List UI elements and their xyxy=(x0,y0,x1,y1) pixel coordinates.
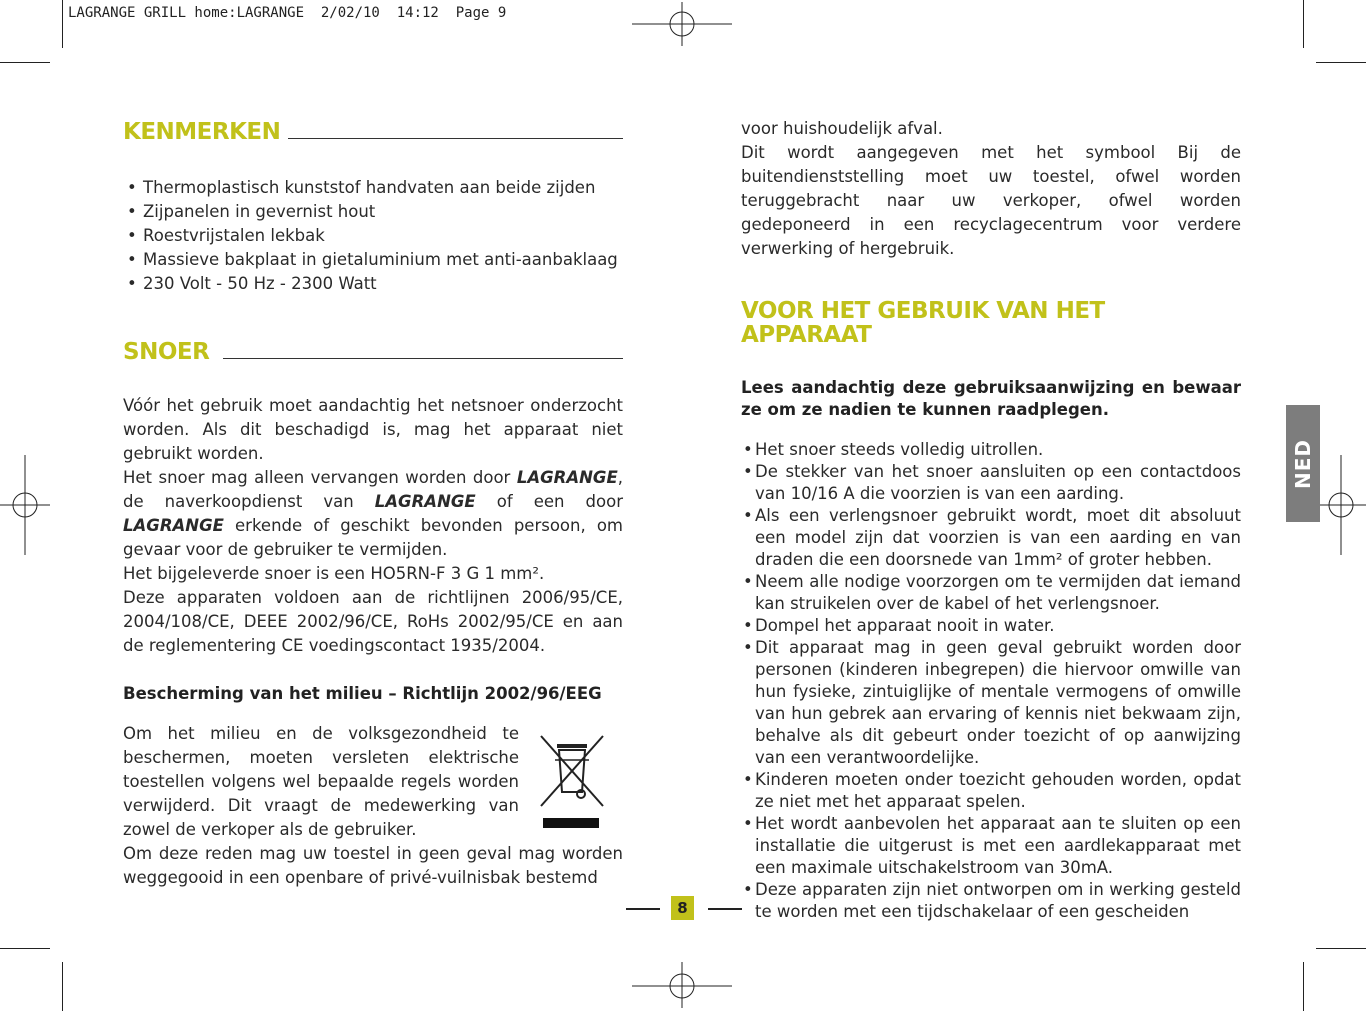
list-item: • Kinderen moeten onder toezicht gehouden worden, opdat ze niet met het apparaat spelen. xyxy=(741,769,1241,813)
list-item: • Roestvrijstalen lekbak xyxy=(123,224,623,248)
lees-notice: Lees aandachtig deze gebruiksaanwijzing en bewaar ze om ze nadien te kunnen raadplegen. xyxy=(741,378,1241,419)
list-item: • Thermoplastisch kunststof handvaten aan beide zijden xyxy=(123,176,623,200)
crop-mark xyxy=(1316,948,1366,949)
crop-mark xyxy=(1316,62,1366,63)
crop-mark xyxy=(0,62,50,63)
language-tab-label: NED xyxy=(1291,438,1315,489)
crop-mark xyxy=(62,0,63,48)
list-item: • Neem alle nodige voorzorgen om te vermijden dat iemand kan struikelen over de kabel of het verlengsnoer. xyxy=(741,571,1241,615)
paragraph: Deze apparaten voldoen aan de richtlijnen 2006/95/CE, 2004/108/CE, DEEE 2002/96/CE, RoHs 2002/95/CE en aan de reglementering CE voedingscontact 1935/2004. xyxy=(123,588,623,655)
language-tab xyxy=(1286,405,1320,522)
feature-list xyxy=(123,176,623,296)
list-item: • Als een verlengsnoer gebruikt wordt, moet dit absoluut een model zijn dat voorzien is van een aarding en van draden die een doorsnede van 1mm² of groter hebben. xyxy=(741,505,1241,571)
milieu-heading: Bescherming van het milieu – Richtlijn 2002/96/EEG xyxy=(123,684,602,703)
brand-name: LAGRANGE xyxy=(516,468,618,487)
registration-mark-icon xyxy=(1316,455,1366,555)
left-column xyxy=(123,120,623,890)
page-number-rule xyxy=(708,908,742,910)
list-item: • Massieve bakplaat in gietaluminium met anti-aanbaklaag xyxy=(123,248,623,272)
list-item: • 230 Volt - 50 Hz - 2300 Watt xyxy=(123,272,623,296)
registration-mark-icon xyxy=(632,962,732,1008)
paragraph: Vóór het gebruik moet aandachtig het netsnoer onderzocht worden. Als dit beschadigd is, mag het apparaat niet gebruikt worden. xyxy=(123,396,623,463)
page-number: 8 xyxy=(671,896,694,920)
right-column xyxy=(741,117,1241,923)
crop-mark xyxy=(1303,0,1304,48)
paragraph: Om deze reden mag uw toestel in geen geval mag worden weggegooid in een openbare of privé-vuilnisbak bestemd xyxy=(123,844,623,887)
milieu-text xyxy=(123,722,623,890)
print-slug: LAGRANGE GRILL home:LAGRANGE 2/02/10 14:12 Page 9 xyxy=(68,5,507,21)
registration-mark-icon xyxy=(632,2,732,46)
registration-mark-icon xyxy=(0,455,50,555)
list-item: • Deze apparaten zijn niet ontworpen om in werking gesteld te worden met een tijdschakelaar of een gescheiden xyxy=(741,879,1241,923)
paragraph: voor huishoudelijk afval. xyxy=(741,119,943,138)
list-item: • Het wordt aanbevolen het apparaat aan te sluiten op een installatie die uitgerust is met een aardlekapparaat met een maximale uitschakelstroom van 30mA. xyxy=(741,813,1241,879)
paragraph: Het bijgeleverde snoer is een HO5RN-F 3 G 1 mm². xyxy=(123,564,545,583)
paragraph: Dit wordt aangegeven met het symbool Bij de buitendienststelling moet uw toestel, ofwel worden teruggebracht naar uw verkoper, ofwel worden gedeponeerd in een recyclagecentrum voor verdere verwerking of hergebruik. xyxy=(741,143,1241,258)
page-number-rule xyxy=(626,908,660,910)
voor-heading: VOOR HET GEBRUIK VAN HET APPARAAT xyxy=(741,298,1105,348)
crossed-out-wheelie-bin-icon xyxy=(537,730,607,830)
list-item: • Zijpanelen in gevernist hout xyxy=(123,200,623,224)
brand-name: LAGRANGE xyxy=(123,516,224,535)
list-item: • De stekker van het snoer aansluiten op een contactdoos van 10/16 A die voorzien is van een aarding. xyxy=(741,461,1241,505)
crop-mark xyxy=(1303,962,1304,1011)
snoer-heading: SNOER xyxy=(123,340,623,364)
paragraph: Het snoer mag alleen vervangen worden door LAGRANGE, de naverkoopdienst van LAGRANGE of een door LAGRANGE erkende of geschikt bevonden persoon, om gevaar voor de gebruiker te vermijden. xyxy=(123,468,623,559)
paragraph: Om het milieu en de volksgezondheid te beschermen, moeten versleten elektrische toestellen volgens wel bepaalde regels worden verwijderd. Dit vraagt de medewerking van zowel de verkoper als de gebruiker. xyxy=(123,724,519,839)
crop-mark xyxy=(0,948,50,949)
list-item: • Dit apparaat mag in geen geval gebruikt worden door personen (kinderen inbegrepen) die hiervoor omwille van hun fysieke, zintuiglijke of mentale vermogens of omwille van hun gebrek aan ervaring of kennis niet bekwaam zijn, behalve als dit gebeurt onder toezicht of op aanwijzing van een verantwoordelijke. xyxy=(741,637,1241,769)
brand-name: LAGRANGE xyxy=(374,492,476,511)
kenmerken-heading: KENMERKEN xyxy=(123,120,623,144)
list-item: • Het snoer steeds volledig uitrollen. xyxy=(741,439,1241,461)
list-item: • Dompel het apparaat nooit in water. xyxy=(741,615,1241,637)
snoer-text xyxy=(123,394,623,658)
crop-mark xyxy=(62,962,63,1011)
instruction-list xyxy=(741,439,1241,923)
